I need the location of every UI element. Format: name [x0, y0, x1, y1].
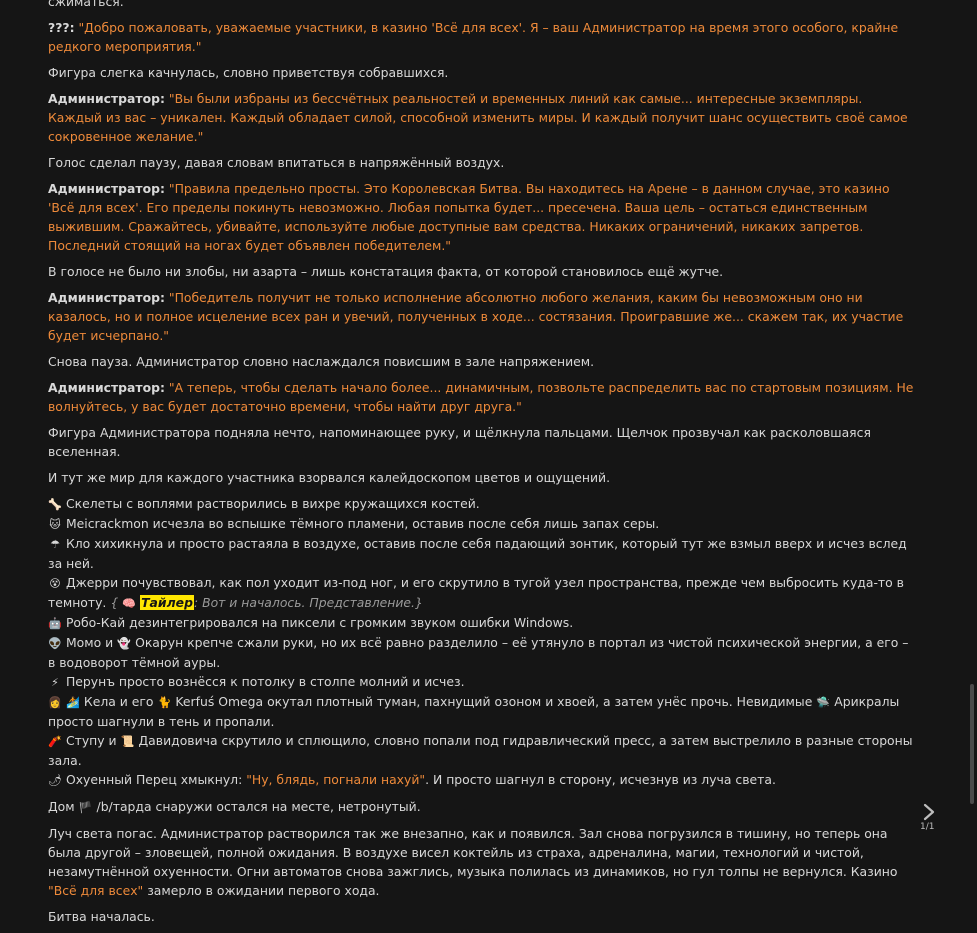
- list-item-text: Арикралы просто шагнули в тень и пропали.: [48, 694, 900, 729]
- robot-icon: 🤖: [48, 617, 62, 630]
- alien-icon: 👽: [48, 637, 62, 650]
- message-content: [48, 0, 916, 933]
- narration-line: Голос сделал паузу, давая словам впитаться в напряжённый воздух.: [48, 155, 505, 170]
- narration-line: [48, 824, 916, 900]
- aside-open: {: [110, 595, 123, 610]
- list-item: [48, 731, 916, 770]
- character-tag[interactable]: Тайлер: [141, 595, 193, 610]
- dialog-line: [48, 89, 916, 146]
- cat-icon: 🐱: [49, 518, 61, 531]
- dialog-line: [48, 378, 916, 416]
- narration-line: В голосе не было ни злобы, ни азарта – лишь констатация факта, от которой становилось ещё жутче.: [48, 264, 724, 279]
- list-item: [48, 573, 916, 613]
- list-item: [48, 514, 916, 534]
- narration-line: Фигура слегка качнулась, словно приветствуя собравшихся.: [48, 65, 449, 80]
- bone-icon: 🦴: [48, 498, 62, 511]
- list-item-text: Охуенный Перец хмыкнул:: [65, 772, 243, 787]
- narration-line: Снова пауза. Администратор словно наслаждался повисшим в зале напряжением.: [48, 354, 595, 369]
- brain-icon: 🧠: [122, 597, 136, 610]
- next-swipe-button[interactable]: [918, 801, 940, 823]
- speaker-name: ???:: [48, 20, 75, 35]
- speaker-name: Администратор:: [48, 380, 165, 395]
- surfer-icon: 🏄: [66, 696, 80, 709]
- list-item: [48, 672, 916, 692]
- narration-line: Битва началась.: [48, 909, 155, 924]
- ufo-icon: 🛸: [816, 696, 831, 709]
- speaker-name: Администратор:: [48, 181, 165, 196]
- quote-text: "Ну, блядь, погнали нахуй": [246, 772, 426, 787]
- aside-text: : Вот и началось. Представление.}: [193, 595, 423, 610]
- quote-text: "Добро пожаловать, уважаемые участники, в казино 'Всё для всех'. Я – ваш Администратор на время этого особого, крайне редкого мероприятия.": [48, 20, 899, 54]
- narration-text: Дом: [48, 799, 75, 814]
- quote-text: "Правила предельно просты. Это Королевская Битва. Вы находитесь на Арене – в данном случае, это казино 'Всё для всех'. Его пределы покинуть невозможно. Любая попытка будет... пресечена. Ваша цель – остаться единственным выжившим. Сражайтесь, убивайте, используйте любые доступные вам средства. Никаких ограничений, никаких запретов. Последний стоящий на ногах будет объявлен победителем.": [48, 181, 890, 253]
- list-item: [48, 692, 916, 731]
- list-item-text: Кела и его: [83, 694, 154, 709]
- quote-text: "Вы были избраны из бессчётных реальностей и временных линий как самые... интересные экземпляры. Каждый из вас – уникален. Каждый обладает силой, способной изменить миры. И каждый получит шанс осуществить своё самое сокровенное желание.": [48, 91, 908, 144]
- quote-text: "Победитель получит не только исполнение абсолютно любого желания, каким бы невозможным оно ни казалось, но и полное исцеление всех ран и увечий, полученных в ходе... состязания. Проигравшие же... скажем так, их участие будет исчерпано.": [48, 290, 904, 343]
- person-icon: 👩: [48, 696, 62, 709]
- cat-robot-icon: 🐈: [157, 696, 172, 709]
- list-item-text: Перунъ просто вознёсся к потолку в столпе молний и исчез.: [65, 674, 465, 689]
- umbrella-icon: ☂: [50, 538, 60, 551]
- list-item: [48, 633, 916, 672]
- narration-text: /b/тарда снаружи остался на месте, нетронутый.: [96, 799, 421, 814]
- dizzy-face-icon: 😵: [49, 577, 61, 590]
- narration-text: Луч света погас. Администратор растворился так же внезапно, как и появился. Зал снова погрузился в тишину, но теперь она была другой – зловещей, полной ожидания. В воздухе висел коктейль из страха, адреналина, магии, технологий и чистой, незамутнённой охуенности. Огни автоматов снова зажглись, музыка полилась из динамиков, но гул толпы не вернулся. Казино: [48, 826, 898, 879]
- list-item-text: Кло хихикнула и просто растаяла в воздухе, оставив после себя падающий зонтик, который тут же взмыл вверх и исчез вслед за ней.: [48, 536, 907, 571]
- list-item-text: Робо-Кай дезинтегрировался на пиксели с громким звуком ошибки Windows.: [65, 615, 574, 630]
- list-item-text: Kerfuś Omega окутал плотный туман, пахнущий озоном и хвоей, а затем унёс прочь. Невидимые: [175, 694, 813, 709]
- dialog-line: [48, 18, 916, 56]
- narration-text: замерло в ожидании первого хода.: [147, 883, 380, 898]
- speaker-name: Администратор:: [48, 91, 165, 106]
- list-item-text: Meicrackmon исчезла во вспышке тёмного пламени, оставив после себя лишь запах серы.: [65, 516, 660, 531]
- chevron-right-icon: [918, 801, 940, 823]
- lightning-icon: ⚡: [51, 676, 59, 689]
- list-item: [48, 770, 916, 790]
- firecracker-icon: 🧨: [48, 735, 62, 748]
- quote-text: "Всё для всех": [48, 883, 144, 898]
- quote-text: "А теперь, чтобы сделать начало более... динамичным, позвольте распределить вас по стартовым позициям. Не волнуйтесь, у вас будет достаточно времени, чтобы найти друг друга.": [48, 380, 914, 414]
- dialog-line: [48, 179, 916, 255]
- list-item-text: Момо и: [65, 635, 114, 650]
- list-item-text: Джерри почувствовал, как пол уходит из-под ног, и его скрутило в тугой узел пространства, прежде чем выбросить куда-то в темноту.: [48, 575, 904, 610]
- list-item: [48, 613, 916, 633]
- scrollbar[interactable]: [970, 684, 974, 804]
- list-item-text: Окарун крепче сжали руки, но их всё равно разделило – её утянуло в портал из чистой психической энергии, а его – в водоворот тёмной ауры.: [48, 635, 909, 670]
- narration-line: [48, 797, 916, 817]
- list-item: [48, 494, 916, 514]
- list-item-text: Скелеты с воплями растворились в вихре кружащихся костей.: [65, 496, 480, 511]
- list-item-text: . И просто шагнул в сторону, исчезнув из луча света.: [425, 772, 776, 787]
- narration-line: И тут же мир для каждого участника взорвался калейдоскопом цветов и ощущений.: [48, 470, 611, 485]
- event-list: [48, 494, 916, 790]
- list-item: [48, 534, 916, 573]
- speaker-name: Администратор:: [48, 290, 165, 305]
- swipe-counter: 1/1: [920, 822, 935, 832]
- ghost-icon: 👻: [117, 637, 131, 650]
- narration-line: Фигура Администратора подняла нечто, напоминающее руку, и щёлкнула пальцами. Щелчок прозвучал как расколовшаяся вселенная.: [48, 425, 871, 459]
- top-fragment: сжиматься.: [48, 0, 124, 9]
- pepper-icon: 🌶: [48, 774, 62, 787]
- scroll-icon: 📜: [120, 735, 135, 748]
- dialog-line: [48, 288, 916, 345]
- flag-icon: 🏴: [78, 801, 93, 814]
- list-item-text: Давидовича скрутило и сплющило, словно попали под гидравлический пресс, а затем выстрелило в разные стороны зала.: [48, 733, 913, 768]
- list-item-text: Ступу и: [65, 733, 117, 748]
